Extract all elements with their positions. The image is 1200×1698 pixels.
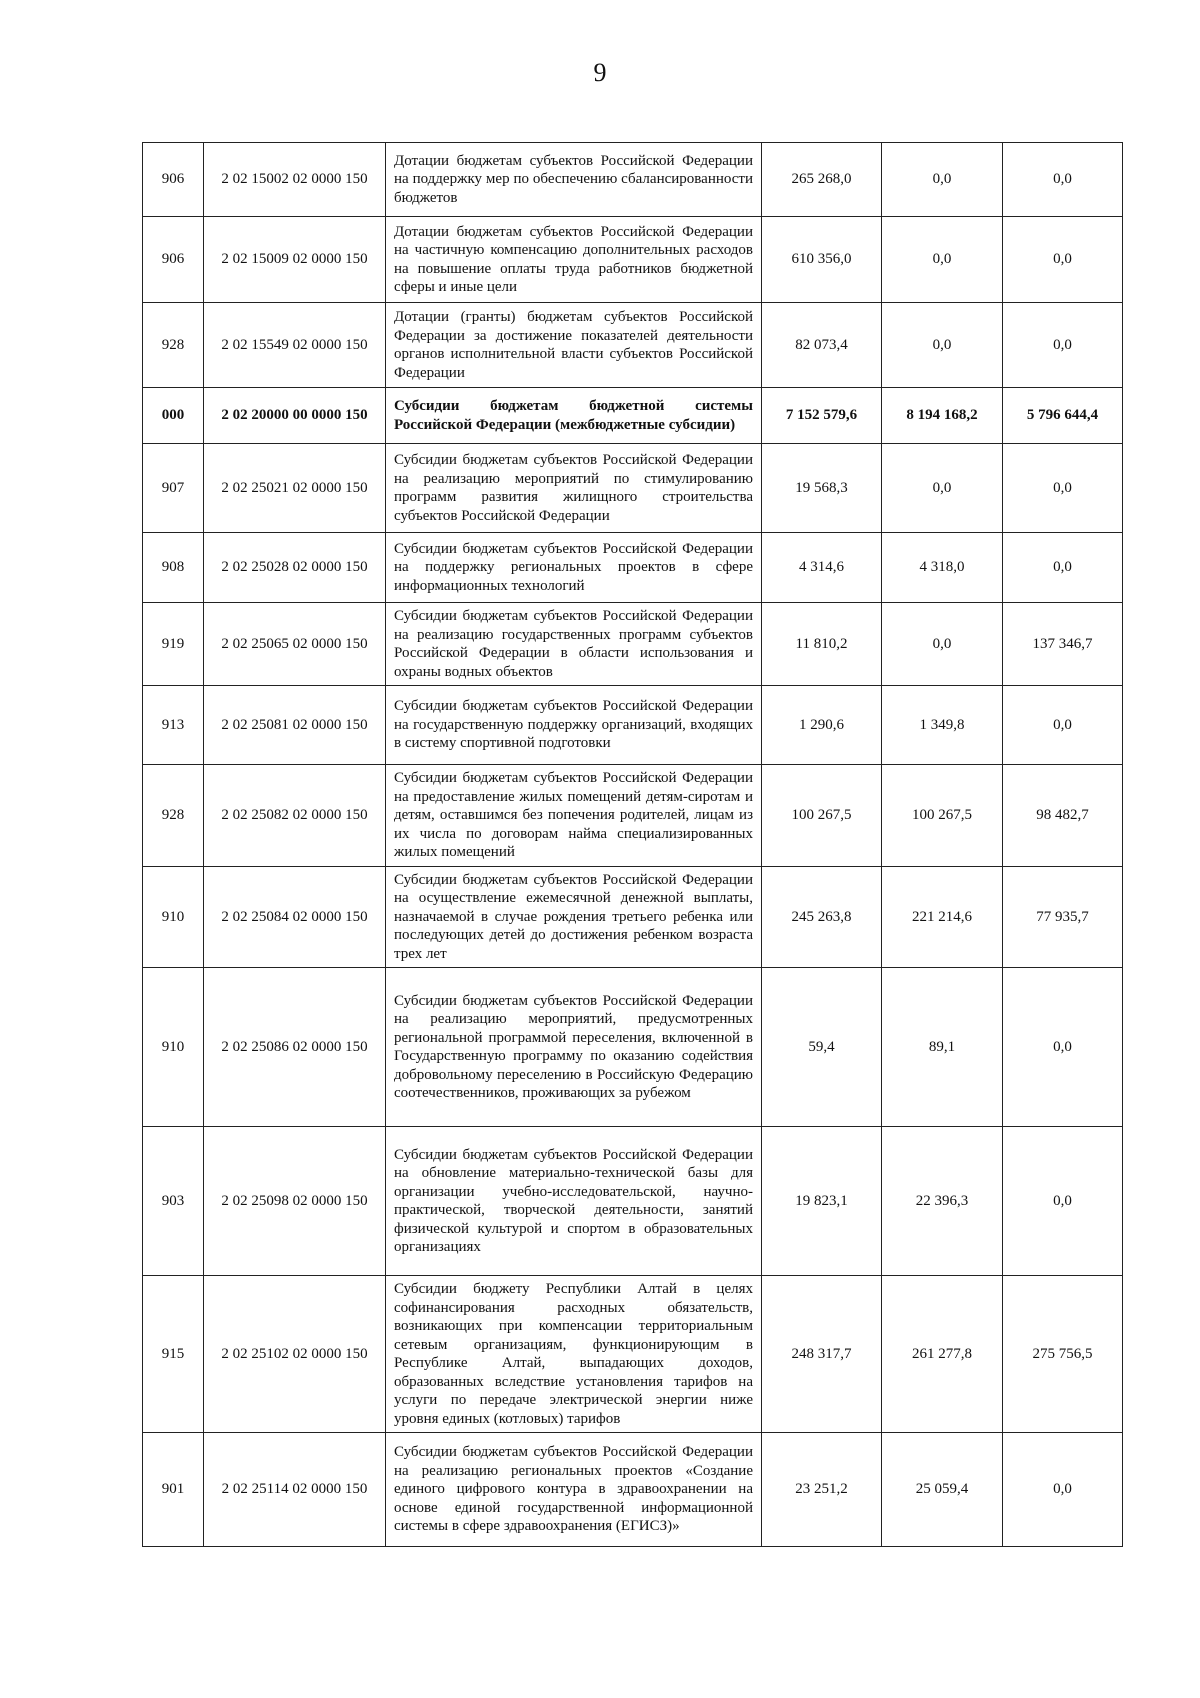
amount-year2-cell: 261 277,8 (882, 1276, 1003, 1433)
income-name-cell: Дотации бюджетам субъектов Российской Федерации на частичную компенсацию дополнительных расходов на повышение оплаты труда работников бюджетной сферы и иные цели (386, 217, 762, 303)
amount-year3-cell: 98 482,7 (1003, 765, 1123, 867)
table-row (143, 866, 1123, 968)
amount-year1-cell: 11 810,2 (762, 603, 882, 686)
budget-code-cell: 2 02 25084 02 0000 150 (204, 866, 386, 968)
amount-year2-cell: 0,0 (882, 603, 1003, 686)
table-row (143, 143, 1123, 217)
amount-year2-cell: 0,0 (882, 217, 1003, 303)
admin-code-cell: 906 (143, 143, 204, 217)
table-row (143, 303, 1123, 388)
budget-code-cell: 2 02 25114 02 0000 150 (204, 1433, 386, 1547)
budget-code-cell: 2 02 25086 02 0000 150 (204, 968, 386, 1127)
budget-code-cell: 2 02 15009 02 0000 150 (204, 217, 386, 303)
admin-code-cell: 919 (143, 603, 204, 686)
amount-year2-cell: 0,0 (882, 444, 1003, 533)
table-row (143, 533, 1123, 603)
amount-year3-cell: 0,0 (1003, 143, 1123, 217)
budget-revenue-table (142, 142, 1123, 1547)
table-row (143, 686, 1123, 765)
amount-year1-cell: 4 314,6 (762, 533, 882, 603)
income-name-cell: Субсидии бюджетам бюджетной системы Российской Федерации (межбюджетные субсидии) (386, 388, 762, 444)
amount-year2-cell: 8 194 168,2 (882, 388, 1003, 444)
amount-year2-cell: 22 396,3 (882, 1127, 1003, 1276)
amount-year3-cell: 0,0 (1003, 1127, 1123, 1276)
amount-year2-cell: 221 214,6 (882, 866, 1003, 968)
budget-code-cell: 2 02 25081 02 0000 150 (204, 686, 386, 765)
admin-code-cell: 913 (143, 686, 204, 765)
amount-year1-cell: 7 152 579,6 (762, 388, 882, 444)
income-name-cell: Субсидии бюджетам субъектов Российской Федерации на обновление материально-технической базы для организации учебно-исследовательской, научно-практической, творческой деятельности, занятий физической культурой и спортом в образовательных организациях (386, 1127, 762, 1276)
admin-code-cell: 000 (143, 388, 204, 444)
income-name-cell: Субсидии бюджетам субъектов Российской Федерации на государственную поддержку организаций, входящих в систему спортивной подготовки (386, 686, 762, 765)
admin-code-cell: 928 (143, 765, 204, 867)
amount-year2-cell: 89,1 (882, 968, 1003, 1127)
budget-code-cell: 2 02 25098 02 0000 150 (204, 1127, 386, 1276)
amount-year3-cell: 0,0 (1003, 533, 1123, 603)
table-row (143, 968, 1123, 1127)
admin-code-cell: 906 (143, 217, 204, 303)
amount-year1-cell: 82 073,4 (762, 303, 882, 388)
amount-year2-cell: 0,0 (882, 303, 1003, 388)
amount-year3-cell: 5 796 644,4 (1003, 388, 1123, 444)
amount-year2-cell: 0,0 (882, 143, 1003, 217)
table-row (143, 1127, 1123, 1276)
table-row (143, 1433, 1123, 1547)
amount-year3-cell: 0,0 (1003, 444, 1123, 533)
income-name-cell: Субсидии бюджетам субъектов Российской Федерации на предоставление жилых помещений детям-сиротам и детям, оставшимся без попечения родителей, лицам из их числа по договорам найма специализированных жилых помещений (386, 765, 762, 867)
admin-code-cell: 910 (143, 968, 204, 1127)
budget-code-cell: 2 02 15002 02 0000 150 (204, 143, 386, 217)
admin-code-cell: 908 (143, 533, 204, 603)
amount-year1-cell: 59,4 (762, 968, 882, 1127)
income-name-cell: Дотации (гранты) бюджетам субъектов Российской Федерации за достижение показателей деятельности органов исполнительной власти субъектов Российской Федерации (386, 303, 762, 388)
budget-code-cell: 2 02 15549 02 0000 150 (204, 303, 386, 388)
amount-year2-cell: 1 349,8 (882, 686, 1003, 765)
amount-year1-cell: 245 263,8 (762, 866, 882, 968)
amount-year3-cell: 0,0 (1003, 303, 1123, 388)
amount-year1-cell: 23 251,2 (762, 1433, 882, 1547)
budget-code-cell: 2 02 20000 00 0000 150 (204, 388, 386, 444)
income-name-cell: Дотации бюджетам субъектов Российской Федерации на поддержку мер по обеспечению сбалансированности бюджетов (386, 143, 762, 217)
budget-code-cell: 2 02 25028 02 0000 150 (204, 533, 386, 603)
amount-year1-cell: 248 317,7 (762, 1276, 882, 1433)
budget-code-cell: 2 02 25102 02 0000 150 (204, 1276, 386, 1433)
amount-year3-cell: 0,0 (1003, 1433, 1123, 1547)
amount-year2-cell: 100 267,5 (882, 765, 1003, 867)
amount-year3-cell: 137 346,7 (1003, 603, 1123, 686)
income-name-cell: Субсидии бюджетам субъектов Российской Федерации на реализацию государственных программ субъектов Российской Федерации в области использования и охраны водных объектов (386, 603, 762, 686)
budget-code-cell: 2 02 25082 02 0000 150 (204, 765, 386, 867)
amount-year2-cell: 25 059,4 (882, 1433, 1003, 1547)
income-name-cell: Субсидии бюджету Республики Алтай в целях софинансирования расходных обязательств, возникающих при компенсации территориальным сетевым организациям, функционирующим в Республике Алтай, выпадающих доходов, образованных вследствие установления тарифов на услуги по передаче электрической энергии ниже уровня единых (котловых) тарифов (386, 1276, 762, 1433)
admin-code-cell: 910 (143, 866, 204, 968)
budget-code-cell: 2 02 25021 02 0000 150 (204, 444, 386, 533)
admin-code-cell: 907 (143, 444, 204, 533)
amount-year1-cell: 19 568,3 (762, 444, 882, 533)
table-row-total (143, 388, 1123, 444)
admin-code-cell: 928 (143, 303, 204, 388)
amount-year1-cell: 265 268,0 (762, 143, 882, 217)
amount-year2-cell: 4 318,0 (882, 533, 1003, 603)
income-name-cell: Субсидии бюджетам субъектов Российской Федерации на реализацию региональных проектов «Создание единого цифрового контура в здравоохранении на основе единой государственной информационной системы в сфере здравоохранения (ЕГИСЗ)» (386, 1433, 762, 1547)
amount-year1-cell: 1 290,6 (762, 686, 882, 765)
amount-year3-cell: 0,0 (1003, 217, 1123, 303)
admin-code-cell: 915 (143, 1276, 204, 1433)
income-name-cell: Субсидии бюджетам субъектов Российской Федерации на поддержку региональных проектов в сфере информационных технологий (386, 533, 762, 603)
admin-code-cell: 903 (143, 1127, 204, 1276)
page-number: 9 (593, 58, 607, 87)
income-name-cell: Субсидии бюджетам субъектов Российской Федерации на осуществление ежемесячной денежной выплаты, назначаемой в случае рождения третьего ребенка или последующих детей до достижения ребенком возраста трех лет (386, 866, 762, 968)
income-name-cell: Субсидии бюджетам субъектов Российской Федерации на реализацию мероприятий по стимулированию программ развития жилищного строительства субъектов Российской Федерации (386, 444, 762, 533)
amount-year3-cell: 0,0 (1003, 686, 1123, 765)
amount-year1-cell: 610 356,0 (762, 217, 882, 303)
table-row (143, 1276, 1123, 1433)
budget-code-cell: 2 02 25065 02 0000 150 (204, 603, 386, 686)
table-body (143, 143, 1123, 1547)
amount-year3-cell: 275 756,5 (1003, 1276, 1123, 1433)
amount-year1-cell: 100 267,5 (762, 765, 882, 867)
admin-code-cell: 901 (143, 1433, 204, 1547)
table-row (143, 603, 1123, 686)
table-row (143, 217, 1123, 303)
table-row (143, 444, 1123, 533)
table-row (143, 765, 1123, 867)
amount-year3-cell: 77 935,7 (1003, 866, 1123, 968)
income-name-cell: Субсидии бюджетам субъектов Российской Федерации на реализацию мероприятий, предусмотренных региональной программой переселения, включенной в Государственную программу по оказанию содействия добровольному переселению в Российскую Федерацию соотечественников, проживающих за рубежом (386, 968, 762, 1127)
amount-year3-cell: 0,0 (1003, 968, 1123, 1127)
amount-year1-cell: 19 823,1 (762, 1127, 882, 1276)
